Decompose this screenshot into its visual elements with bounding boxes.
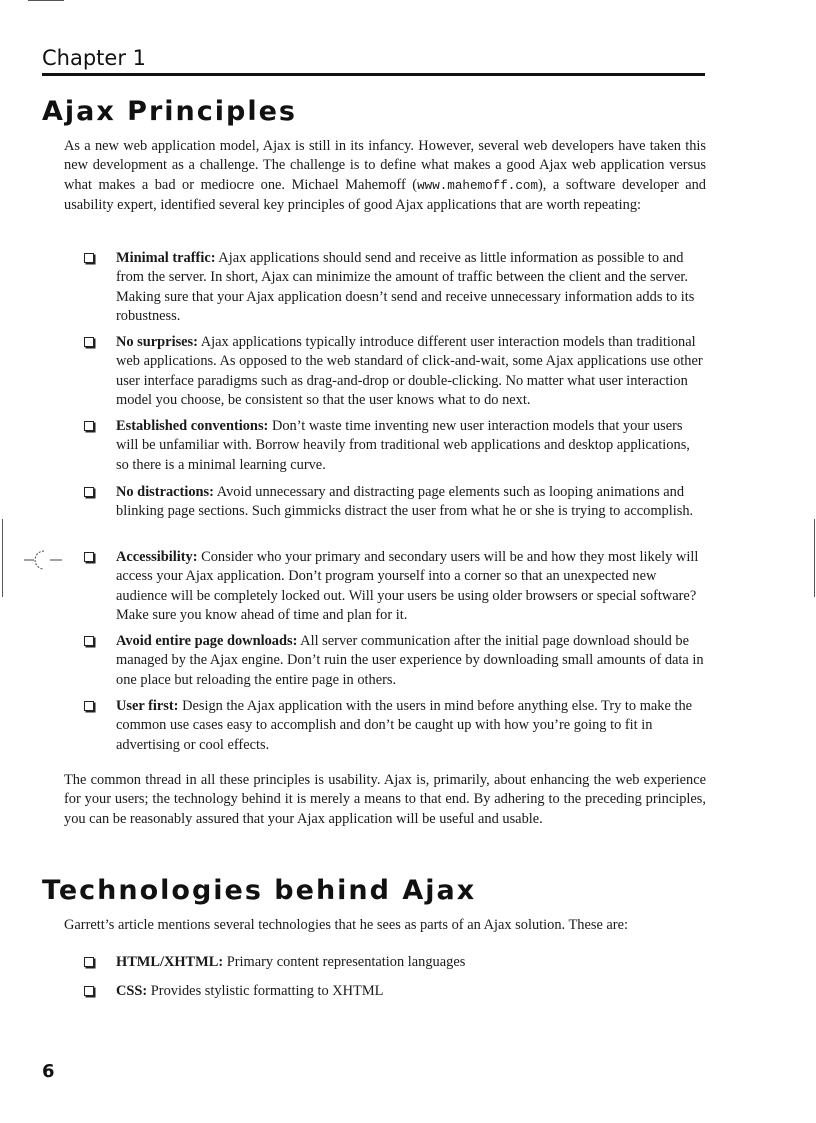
- intro-text-cont: ), a software developer and usability expert, identified several key principles of good Ajax applications that are worth repeating:: [64, 176, 706, 214]
- checkbox-bullet-icon: [84, 636, 94, 646]
- bullet-text: Consider who your primary and secondary users will be and how they most likely will access your Ajax application. Don’t program yourself into a corner so that an unexpected new audience will be completely locked out. Will your users be using older browsers or special software? Make sure you know ahead of time and plan for it.: [116, 549, 699, 624]
- list-item: [84, 548, 706, 626]
- bullet-term: CSS:: [116, 983, 148, 999]
- intro-paragraph: [64, 137, 706, 216]
- list-item: [84, 697, 706, 755]
- checkbox-bullet-icon: [84, 957, 94, 967]
- list-item: [84, 333, 706, 411]
- list-item: [84, 953, 706, 972]
- checkbox-bullet-icon: [84, 986, 94, 996]
- crop-mark: [28, 0, 64, 1]
- bullet-term: Accessibility:: [116, 549, 198, 565]
- bullet-term: Established conventions:: [116, 418, 269, 434]
- bullet-text: Ajax applications typically introduce different user interaction models than traditional web applications. As opposed to the web standard of click-and-wait, some Ajax applications use other user interface paradigms such as drag-and-drop or double-clicking. No matter what user interaction model you choose, be consistent so that the user knows what to do next.: [116, 334, 703, 409]
- checkbox-bullet-icon: [84, 487, 94, 497]
- bullet-term: No distractions:: [116, 484, 214, 500]
- checkbox-bullet-icon: [84, 421, 94, 431]
- checkbox-bullet-icon: [84, 552, 94, 562]
- list-item: [84, 483, 706, 522]
- bullet-term: HTML/XHTML:: [116, 954, 224, 970]
- mahemoff-url: www.mahemoff.com: [417, 178, 538, 193]
- section-title-technologies: Technologies behind Ajax: [42, 875, 477, 906]
- list-item: [84, 417, 706, 475]
- intro-text: As a new web application model, Ajax is still in its infancy. However, several web developers have taken this new development as a challenge. The challenge is to define what makes a good Ajax web application versus what makes a bad or mediocre one. Michael Mahemoff (: [64, 138, 706, 193]
- bullet-term: Minimal traffic:: [116, 250, 216, 266]
- checkbox-bullet-icon: [84, 253, 94, 263]
- bullet-term: User first:: [116, 698, 179, 714]
- registration-mark-icon: [24, 548, 66, 576]
- page-number: 6: [42, 1061, 55, 1082]
- margin-mark-left: [2, 519, 3, 597]
- bullet-text: Don’t waste time inventing new user interaction models that your users will be unfamiliar with. Borrow heavily from traditional web applications and desktop applications, so there is a minimal learning curve.: [116, 418, 690, 473]
- bullet-text: Primary content representation languages: [223, 954, 466, 970]
- checkbox-bullet-icon: [84, 337, 94, 347]
- technologies-intro: Garrett’s article mentions several technologies that he sees as parts of an Ajax solution. These are:: [64, 917, 628, 933]
- section-title-ajax-principles: Ajax Principles: [42, 96, 297, 127]
- checkbox-bullet-icon: [84, 701, 94, 711]
- chapter-label: Chapter 1: [42, 46, 146, 70]
- chapter-rule: [42, 73, 705, 76]
- bullet-text: Provides stylistic formatting to XHTML: [147, 983, 384, 999]
- bullet-term: No surprises:: [116, 334, 198, 350]
- bullet-text: Avoid unnecessary and distracting page elements such as looping animations and blinking page sections. Such gimmicks distract the user from what he or she is trying to accomplish.: [116, 484, 694, 520]
- margin-mark-right: [814, 519, 815, 597]
- list-item: [84, 632, 706, 690]
- bullet-text: All server communication after the initial page download should be managed by the Ajax engine. Don’t ruin the user experience by downloading small amounts of data in one place but reloading the entire page in others.: [116, 633, 704, 688]
- closing-paragraph: The common thread in all these principles is usability. Ajax is, primarily, about enhancing the web experience for your users; the technology behind it is merely a means to that end. By adhering to the preceding principles, you can be reasonably assured that your Ajax application will be useful and usable.: [64, 772, 706, 827]
- bullet-text: Ajax applications should send and receive as little information as possible to and from the server. In short, Ajax can minimize the amount of traffic between the client and the server. Making sure that your Ajax application doesn’t send and receive unnecessary information adds to its robustness.: [116, 250, 695, 325]
- bullet-term: Avoid entire page downloads:: [116, 633, 298, 649]
- list-item: [84, 982, 706, 1001]
- bullet-text: Design the Ajax application with the users in mind before anything else. Try to make the common use cases easy to accomplish and don’t be caught up with how you’re going to fit in advertising or cool effects.: [116, 698, 693, 753]
- list-item: [84, 249, 706, 327]
